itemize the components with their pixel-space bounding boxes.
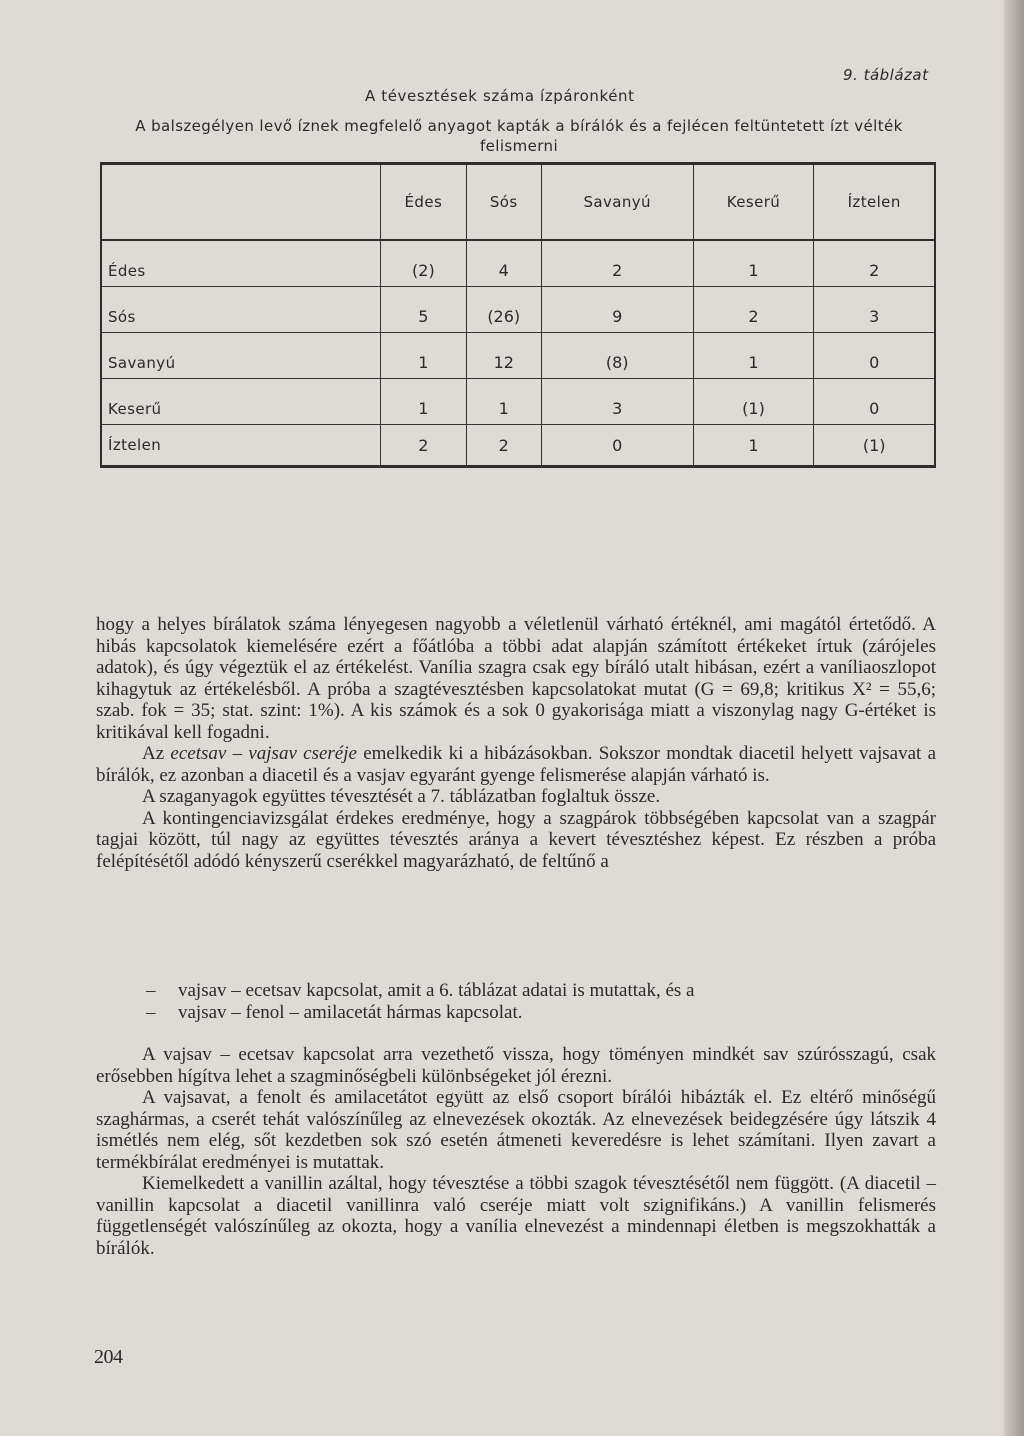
table-corner-cell [101,164,381,241]
paragraph: A szaganyagok együttes tévesztését a 7. táblázatban foglaltuk össze. [142,786,661,807]
dash-bullet: – [146,1001,156,1023]
column-header: Keserű [693,164,814,241]
table-cell: 3 [541,379,693,425]
list-item [96,1002,936,1024]
row-label: Édes [101,240,381,287]
table-header-row [101,164,935,241]
table-row [101,425,935,467]
paragraph: A vajsavat, a fenolt és amilacetátot együtt az első csoport bírálói hibázták el. Ez eltérő minőségű szaghármas, a cserét tehát valószínűleg az elnevezések okozták. Az elnevezések beidegzésére úgy látszik 4 ismétlés nem elég, sőt kezdetben sok szó esetén átmeneti keveredésre is lehet számítani. Ilyen zavart a termékbírálat eredményei is mutattak. [96,1087,936,1173]
body-text-lower [96,1044,936,1259]
emphasis-text: ecetsav – vajsav cseréje [170,743,357,764]
body-text-upper [96,614,936,872]
table-cell: 12 [466,333,541,379]
table-cell: (8) [541,333,693,379]
table-cell: 1 [693,240,814,287]
table-cell: (1) [693,379,814,425]
confusion-table [100,162,936,468]
table-cell: (2) [381,240,467,287]
column-header: Édes [381,164,467,241]
table-cell: 5 [381,287,467,333]
table-cell: 0 [814,333,935,379]
paragraph-start: Az [142,743,171,764]
table-cell: 1 [466,379,541,425]
table-cell: 0 [814,379,935,425]
column-header: Íztelen [814,164,935,241]
row-label: Savanyú [101,333,381,379]
table-cell: 2 [693,287,814,333]
page-number: 204 [94,1346,123,1368]
table-cell: 2 [814,240,935,287]
paragraph-rest: emelkedik ki a hibázásokban. Sokszor mondtak diacetil helyett vajsavat a bírálók, ez azonban a diacetil és a vasjav egyaránt gyenge felismerése alapján várható is. [96,743,936,786]
table-cell: 9 [541,287,693,333]
table-description: A balszegélyen levő íznek megfelelő anyagot kapták a bírálók és a fejlécen feltüntetett ízt vélték felismerni [135,117,903,155]
dash-bullet: – [146,980,156,1001]
paragraph: hogy a helyes bírálatok száma lényegesen nagyobb a véletlenül várható értéknél, ami magától értetődő. A hibás kapcsolatok kiemelésére ezért a főátlóba a többi adat alapján számított értékeket írtuk (zárójeles adatok), és úgy végeztük el az értékelést. Vanília szagra csak egy bíráló utalt hibásan, ezért a vaníliaoszlopot kihagytuk az értékelésből. A próba a szagtévesztésben kapcsolatokat mutat (G = 69,8; kritikus X² = 55,6; szab. fok = 35; stat. szint: 1%). A kis számok és a sok 0 gyakorisága miatt a viszonylag nagy G-értéket is kritikával kell fogadni. [96,614,936,743]
table-row [101,379,935,425]
column-header: Sós [466,164,541,241]
paragraph [96,743,936,786]
row-label: Íztelen [101,425,381,467]
table-cell: 2 [381,425,467,467]
paragraph: A vajsav – ecetsav kapcsolat arra vezethető vissza, hogy töményen mindkét sav szúrósszagú, csak erősebben hígítva lehet a szagminőségbeli különbségeket jól érezni. [96,1044,936,1087]
table-title: A tévesztések száma ízpáronként [365,87,635,105]
row-label: Keserű [101,379,381,425]
paragraph: Kiemelkedett a vanillin azáltal, hogy tévesztése a többi szagok tévesztésétől nem függött. (A diacetil – vanillin kapcsolat a diacetil vanillinra való cseréje miatt volt szignifikáns.) A vanillin felismerés függetlenségét valószínűleg az okozta, hogy a vanília elnevezést a mindennapi életben is megszokhatták a bírálók. [96,1173,936,1259]
table-row [101,333,935,379]
book-spine-shadow [1004,0,1024,1436]
list-item-text: vajsav – ecetsav kapcsolat, amit a 6. táblázat adatai is mutattak, és a [178,980,695,1001]
table-number-label: 9. táblázat [843,66,929,84]
table-cell: 3 [814,287,935,333]
table-cell: 1 [381,333,467,379]
table-cell: (1) [814,425,935,467]
list-item [96,980,936,1002]
table-cell: (26) [466,287,541,333]
dash-list-block [96,980,936,1023]
dash-list [96,980,936,1023]
table-cell: 2 [541,240,693,287]
table-row [101,240,935,287]
row-label: Sós [101,287,381,333]
table-row [101,287,935,333]
table-cell: 4 [466,240,541,287]
table-cell: 0 [541,425,693,467]
column-header: Savanyú [541,164,693,241]
list-item-text: vajsav – fenol – amilacetát hármas kapcsolat. [178,1001,523,1023]
table-cell: 2 [466,425,541,467]
paragraph: A kontingenciavizsgálat érdekes eredménye, hogy a szagpárok többségében kapcsolat van a szagpár tagjai között, túl nagy az együttes tévesztés aránya a kevert tévesztéshez képest. Ez részben a próba felépítésétől adódó kényszerű cserékkel magyarázható, de feltűnő a [96,807,936,872]
table-cell: 1 [381,379,467,425]
table-cell: 1 [693,333,814,379]
table-cell: 1 [693,425,814,467]
